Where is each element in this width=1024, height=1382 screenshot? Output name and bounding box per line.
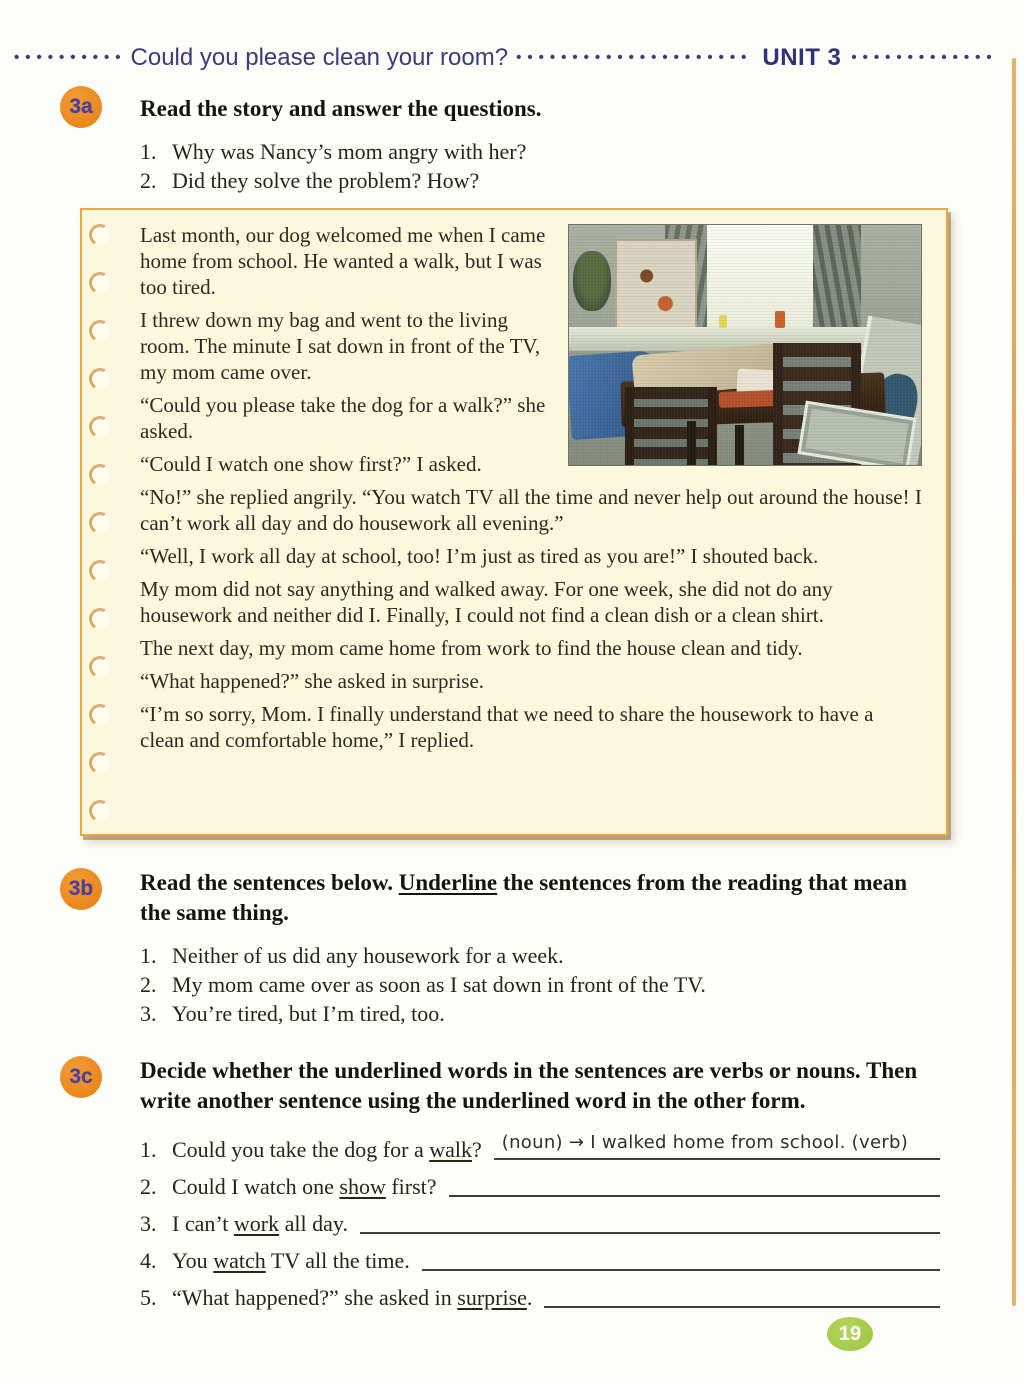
page-title: Could you please clean your room? [130,44,509,71]
photo-plant [573,251,611,311]
question-row [140,137,940,166]
title-text: Read the sentences below. [140,870,399,895]
sentence-list [140,941,940,1028]
photo-counter-item [719,315,727,328]
story-paragraph: “Could I watch one show first?” I asked. [140,452,482,476]
title-text: the sentences from the reading that mean the same thing. [140,870,908,925]
sentence-text [172,1247,410,1275]
exercise-row [140,1245,940,1275]
binder-hole-icon [87,558,114,585]
header-dots-right: ••••••••••••• [851,48,998,66]
story-paragraph: “Well, I work all day at school, too! I’m just as tired as you are!” I shouted back. [140,544,819,568]
section-3a [0,86,1024,195]
binder-hole-icon [87,510,114,537]
story-paragraph: “What happened?” she asked in surprise. [140,669,485,693]
underlined-word: watch [213,1248,266,1273]
sentence-part: . [526,1285,533,1310]
section-3c [0,1056,1024,1319]
answer-blank [449,1171,940,1197]
page-header [14,42,1024,74]
binder-hole-icon [87,462,114,489]
sentence-part: ? [472,1137,482,1162]
story-paragraph: I threw down my bag and went to the living room. The minute I sat down in front of the TV, my mom came over. [140,308,541,384]
photo-pinboard [615,239,697,335]
item-number: 2. [140,168,157,193]
item-number: 3. [140,1211,157,1236]
title-underlined-word: Underline [398,870,498,895]
binder-hole-icon [87,222,114,249]
item-number: 2. [140,1174,157,1199]
sentence-part: You [172,1248,214,1273]
photo-table-leg [735,425,744,465]
binder-hole-icon [87,702,114,729]
sentence-row [140,941,940,970]
page-number-badge: 19 [827,1317,873,1351]
section-3a-title: Read the story and answer the questions. [140,96,542,121]
sentence-part: TV all the time. [265,1248,410,1273]
item-number: 5. [140,1285,157,1310]
item-number: 3. [140,1001,157,1026]
underlined-word: show [339,1174,386,1199]
sentence-text [172,1136,482,1164]
binder-hole-icon [87,270,114,297]
handwritten-answer [544,1305,556,1306]
section-3c-title: Decide whether the underlined words in the sentences are verbs or nouns. Then write another sentence using the underlined word in the other form. [140,1058,918,1113]
handwritten-answer [449,1194,461,1195]
question-text: Why was Nancy’s mom angry with her? [172,139,527,164]
photo-counter-item [775,311,785,328]
section-3a-badge: 3a [60,86,102,128]
answer-blank [422,1245,940,1271]
exercise-row [140,1208,940,1238]
item-number: 1. [140,1137,157,1162]
sentence-text [172,1284,532,1312]
binder-hole-icon [87,414,114,441]
binder-hole-icon [87,654,114,681]
binder-hole-icon [87,366,114,393]
section-3b [0,868,1024,1028]
question-list [140,137,940,195]
question-text: Did they solve the problem? How? [172,168,480,193]
section-3b-title [140,868,915,928]
binder-hole-icon [87,606,114,633]
handwritten-answer [422,1268,434,1269]
sentence-part: all day. [279,1211,348,1236]
underlined-word: surprise [457,1285,527,1310]
sentence-part: first? [385,1174,437,1199]
binder-hole-icon [87,750,114,777]
header-dots-left: •••••••••• [14,48,127,66]
exercise-row [140,1129,940,1164]
section-3b-badge: 3b [60,868,102,910]
underlined-word: walk [429,1137,472,1162]
header-dots-middle: ••••••••••••••••••••• [516,48,753,66]
story-photo [568,224,922,466]
exercise-row [140,1282,940,1312]
binder-hole-icon [87,798,114,825]
sentence-row [140,999,940,1028]
sentence-row [140,970,940,999]
story-box [80,208,948,836]
sentence-part: Could you take the dog for a [172,1137,430,1162]
handwritten-answer: (noun) → I walked home from school. (verb) [501,1132,909,1153]
story-paragraph: “I’m so sorry, Mom. I finally understand that we need to share the housework to have a clean and comfortable home,” I replied. [140,702,874,752]
photo-chair [625,387,717,465]
sentence-part: Could I watch one [172,1174,340,1199]
section-3c-badge: 3c [60,1056,102,1098]
question-row [140,166,940,195]
sentence-text: My mom came over as soon as I sat down in front of the TV. [172,972,706,997]
story-paragraph: Last month, our dog welcomed me when I came home from school. He wanted a walk, but I was too tired. [140,223,546,299]
photo-table-leg [687,421,696,465]
sentence-text: Neither of us did any housework for a week. [172,943,564,968]
underlined-word: work [233,1211,280,1236]
sentence-text: You’re tired, but I’m tired, too. [172,1001,445,1026]
photo-window [687,225,829,333]
sentence-part: “What happened?” she asked in [172,1285,458,1310]
answer-blank [360,1208,940,1234]
story-paragraph: “No!” she replied angrily. “You watch TV all the time and never help out around the house! I can’t work all day and do housework all evening.” [140,485,922,535]
answer-blank [544,1282,940,1308]
exercise-row [140,1171,940,1201]
sentence-text [172,1173,437,1201]
sentence-part: I can’t [172,1211,234,1236]
story-paragraph: The next day, my mom came home from work to find the house clean and tidy. [140,636,803,660]
story-paragraph: “Could you please take the dog for a walk?” she asked. [140,393,546,443]
answer-blank [494,1129,940,1160]
handwritten-answer [360,1231,372,1232]
item-number: 2. [140,972,157,997]
binder-hole-icon [87,318,114,345]
item-number: 1. [140,943,157,968]
unit-label: UNIT 3 [762,44,842,71]
item-number: 1. [140,139,157,164]
photo-clutter [719,390,778,408]
story-paragraph: My mom did not say anything and walked away. For one week, she did not do any housework and neither did I. Finally, I could not find a clean dish or a clean shirt. [140,577,833,627]
item-number: 4. [140,1248,157,1273]
sentence-text [172,1210,348,1238]
exercise-list [140,1129,940,1312]
